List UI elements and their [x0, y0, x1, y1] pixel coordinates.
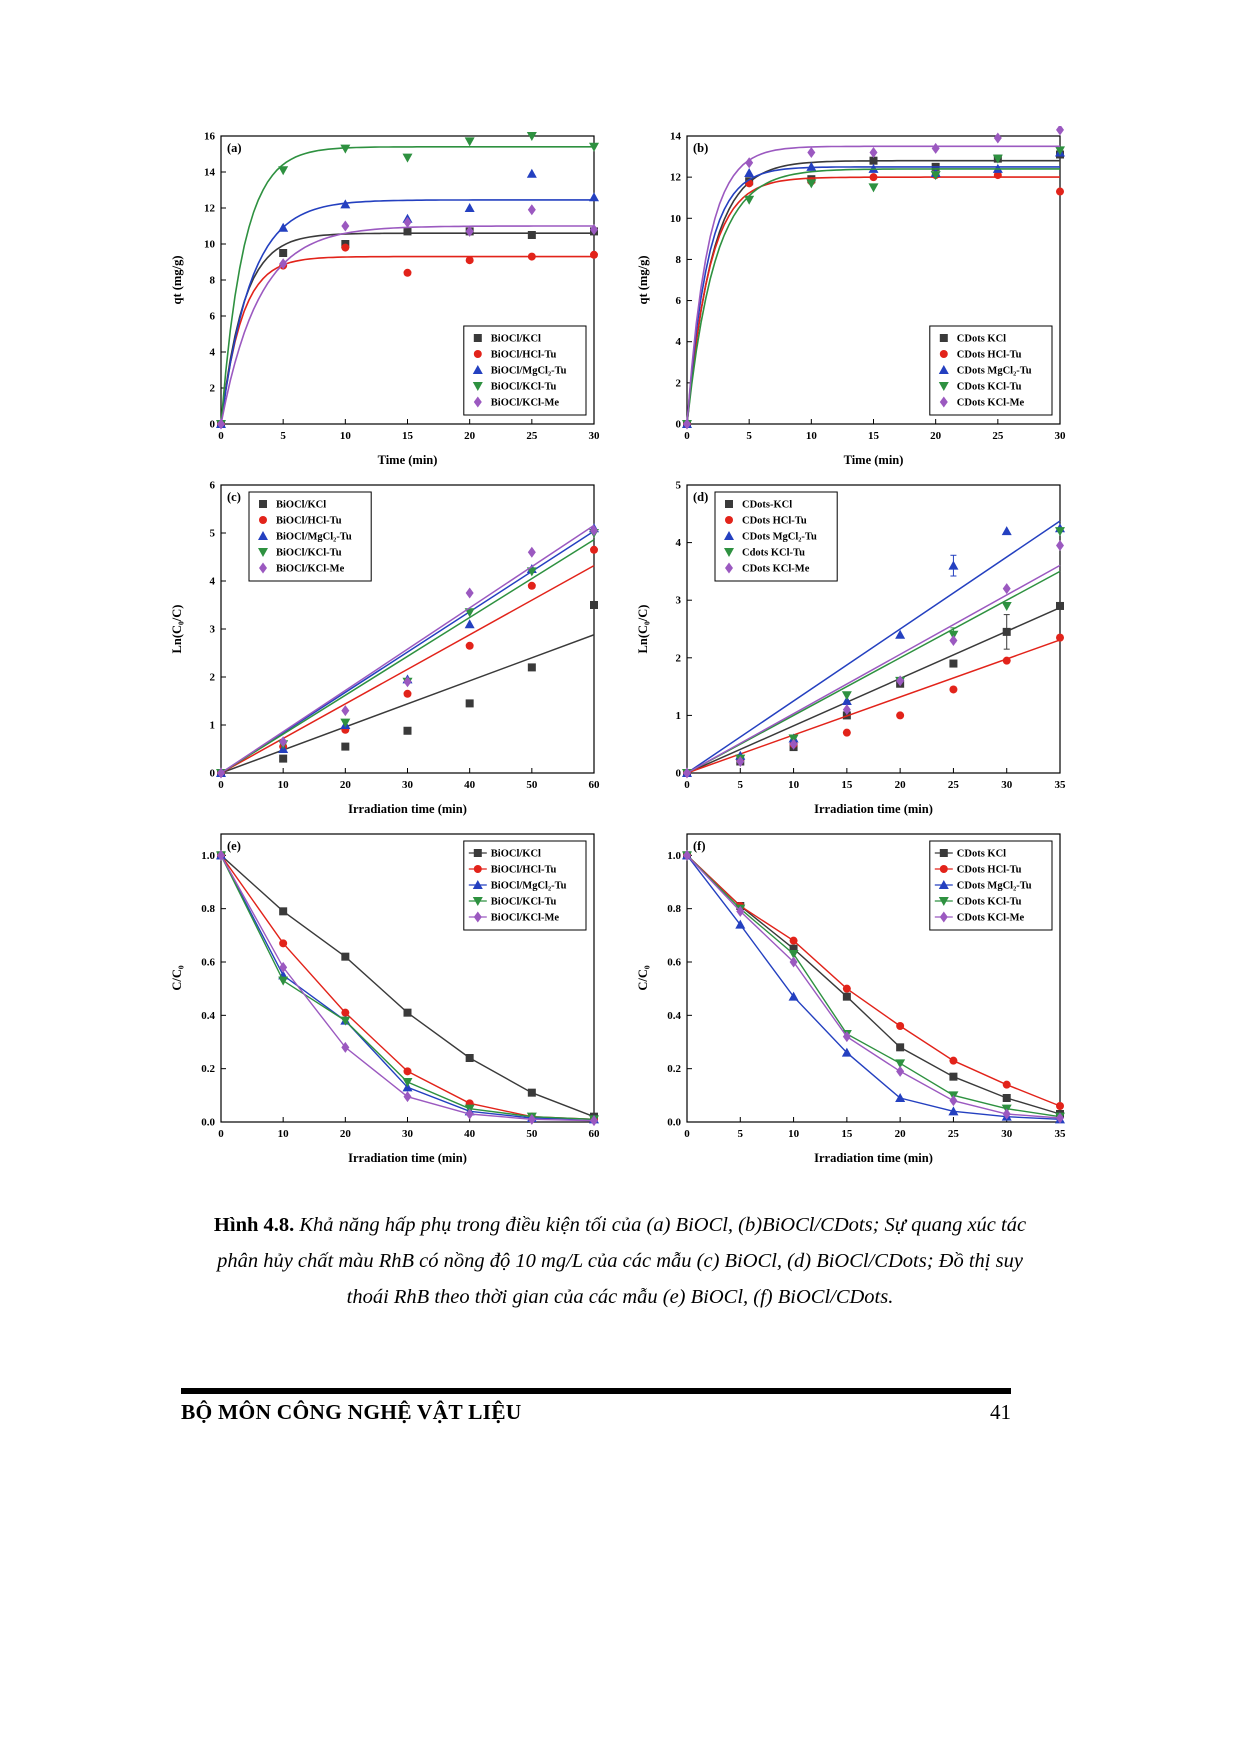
svg-text:30: 30 — [402, 1128, 413, 1140]
svg-text:CDots KCl: CDots KCl — [956, 848, 1007, 860]
svg-text:(d): (d) — [693, 490, 709, 504]
svg-text:12: 12 — [670, 171, 681, 184]
svg-text:0: 0 — [209, 767, 215, 780]
svg-text:15: 15 — [868, 430, 879, 442]
svg-text:30: 30 — [588, 430, 600, 442]
svg-text:Ln(C₀/C): Ln(C₀/C) — [636, 604, 650, 654]
svg-text:35: 35 — [1054, 1128, 1066, 1140]
svg-text:15: 15 — [841, 1128, 853, 1140]
svg-text:25: 25 — [992, 430, 1004, 442]
svg-text:10: 10 — [204, 238, 215, 251]
svg-text:6: 6 — [209, 479, 215, 492]
svg-text:Irradiation time (min): Irradiation time (min) — [348, 1151, 467, 1165]
svg-text:Ln(C₀/C): Ln(C₀/C) — [170, 604, 184, 654]
svg-text:0: 0 — [218, 430, 224, 442]
svg-text:8: 8 — [209, 274, 215, 287]
svg-text:BiOCl/KCl-Tu: BiOCl/KCl-Tu — [490, 896, 557, 908]
svg-text:BiOCl/KCl-Tu: BiOCl/KCl-Tu — [276, 547, 342, 559]
svg-text:BiOCl/KCl-Me: BiOCl/KCl-Me — [490, 912, 560, 924]
svg-text:qt (mg/g): qt (mg/g) — [170, 255, 184, 305]
svg-text:4: 4 — [209, 346, 215, 359]
chart-e-degradation-biocl — [167, 824, 607, 1169]
svg-text:(f): (f) — [693, 839, 706, 853]
svg-text:3: 3 — [675, 594, 681, 607]
svg-text:Cdots KCl-Tu: Cdots KCl-Tu — [742, 547, 805, 559]
svg-text:CDots KCl-Me: CDots KCl-Me — [956, 397, 1025, 409]
svg-text:10: 10 — [805, 430, 817, 442]
svg-text:Time (min): Time (min) — [843, 453, 904, 467]
svg-text:20: 20 — [339, 1128, 351, 1140]
chart-b-adsorption-biocl-cdots — [633, 126, 1073, 471]
chart-d-kinetics-biocl-cdots — [633, 475, 1073, 820]
svg-text:Irradiation time (min): Irradiation time (min) — [348, 802, 467, 816]
svg-text:qt (mg/g): qt (mg/g) — [636, 255, 650, 305]
svg-text:6: 6 — [209, 310, 215, 323]
svg-text:8: 8 — [675, 253, 681, 266]
svg-text:25: 25 — [526, 430, 538, 442]
svg-text:10: 10 — [277, 779, 289, 791]
svg-text:0.4: 0.4 — [667, 1009, 681, 1022]
figure-caption-text: Khả năng hấp phụ trong điều kiện tối của (a) BiOCl, (b)BiOCl/CDots; Sự quang xúc tác phân hủy chất màu RhB có nồng độ 10 mg/L của các mẫu (c) BiOCl, (d) BiOCl/CDots; Đồ thị suy thoái RhB theo thời gian của các mẫu (e) BiOCl, (f) BiOCl/CDots. — [217, 1213, 1027, 1309]
figure-caption-label: Hình 4.8. — [213, 1213, 295, 1236]
svg-text:CDots MgCl₂-Tu: CDots MgCl₂-Tu — [956, 365, 1032, 377]
svg-text:16: 16 — [204, 130, 215, 143]
svg-text:BiOCl/KCl: BiOCl/KCl — [490, 848, 541, 860]
svg-text:0: 0 — [675, 767, 681, 780]
svg-text:CDots MgCl₂-Tu: CDots MgCl₂-Tu — [742, 531, 817, 543]
svg-text:CDots-KCl: CDots-KCl — [742, 499, 793, 511]
chart-c-kinetics-biocl — [167, 475, 607, 820]
svg-text:20: 20 — [894, 779, 906, 791]
svg-text:CDots KCl: CDots KCl — [956, 333, 1007, 345]
svg-text:0: 0 — [218, 779, 224, 791]
svg-text:0.2: 0.2 — [201, 1063, 215, 1076]
svg-text:BiOCl/MgCl₂-Tu: BiOCl/MgCl₂-Tu — [490, 880, 567, 892]
svg-text:0: 0 — [684, 430, 690, 442]
svg-text:CDots HCl-Tu: CDots HCl-Tu — [956, 864, 1022, 876]
footer-rule — [181, 1388, 1011, 1394]
svg-text:CDots MgCl₂-Tu: CDots MgCl₂-Tu — [956, 880, 1032, 892]
svg-text:0: 0 — [209, 418, 215, 431]
svg-text:0: 0 — [218, 1128, 224, 1140]
svg-text:(e): (e) — [227, 839, 241, 853]
svg-text:20: 20 — [339, 779, 351, 791]
svg-text:5: 5 — [746, 430, 752, 442]
svg-text:12: 12 — [204, 202, 215, 215]
svg-text:20: 20 — [464, 430, 476, 442]
svg-text:Irradiation time (min): Irradiation time (min) — [814, 1151, 933, 1165]
svg-text:0.8: 0.8 — [201, 903, 215, 916]
svg-text:10: 10 — [339, 430, 351, 442]
svg-text:1: 1 — [209, 719, 215, 732]
svg-text:Irradiation time (min): Irradiation time (min) — [814, 802, 933, 816]
svg-text:0: 0 — [684, 1128, 690, 1140]
svg-text:0.0: 0.0 — [667, 1116, 681, 1129]
chart-a-adsorption-biocl — [167, 126, 607, 471]
footer-page-number: 41 — [990, 1400, 1011, 1424]
svg-text:10: 10 — [277, 1128, 289, 1140]
svg-text:5: 5 — [675, 479, 681, 492]
svg-text:40: 40 — [464, 779, 476, 791]
svg-text:0.2: 0.2 — [667, 1063, 681, 1076]
svg-text:10: 10 — [670, 212, 681, 225]
svg-text:CDots KCl-Tu: CDots KCl-Tu — [956, 896, 1022, 908]
svg-text:BiOCl/KCl: BiOCl/KCl — [490, 333, 541, 345]
svg-text:5: 5 — [737, 779, 744, 791]
svg-text:C/C₀: C/C₀ — [636, 965, 650, 991]
svg-text:5: 5 — [737, 1128, 744, 1140]
svg-text:BiOCl/HCl-Tu: BiOCl/HCl-Tu — [276, 515, 342, 527]
svg-text:BiOCl/KCl: BiOCl/KCl — [276, 499, 327, 511]
footer-department-title: BỘ MÔN CÔNG NGHỆ VẬT LIỆU — [181, 1400, 522, 1424]
svg-text:Time (min): Time (min) — [377, 453, 438, 467]
svg-text:4: 4 — [675, 537, 681, 550]
svg-text:BiOCl/MgCl₂-Tu: BiOCl/MgCl₂-Tu — [276, 531, 352, 543]
svg-text:25: 25 — [947, 1128, 959, 1140]
chart-f-degradation-biocl-cdots — [633, 824, 1073, 1169]
svg-text:CDots HCl-Tu: CDots HCl-Tu — [956, 349, 1022, 361]
svg-text:(a): (a) — [227, 141, 242, 155]
svg-text:10: 10 — [788, 1128, 800, 1140]
svg-text:50: 50 — [526, 779, 538, 791]
svg-text:50: 50 — [526, 1128, 538, 1140]
svg-text:14: 14 — [670, 130, 681, 143]
figure-grid — [167, 126, 1073, 1169]
svg-text:3: 3 — [209, 623, 215, 636]
svg-text:BiOCl/HCl-Tu: BiOCl/HCl-Tu — [490, 864, 557, 876]
svg-text:CDots KCl-Me: CDots KCl-Me — [742, 563, 810, 575]
svg-text:BiOCl/HCl-Tu: BiOCl/HCl-Tu — [490, 349, 557, 361]
svg-text:30: 30 — [1001, 1128, 1013, 1140]
svg-text:10: 10 — [788, 779, 800, 791]
svg-text:1.0: 1.0 — [201, 849, 215, 862]
svg-text:2: 2 — [675, 652, 681, 665]
svg-text:20: 20 — [894, 1128, 906, 1140]
figure-caption — [195, 1207, 1045, 1316]
svg-text:BiOCl/KCl-Me: BiOCl/KCl-Me — [276, 563, 345, 575]
svg-text:30: 30 — [402, 779, 413, 791]
svg-text:6: 6 — [675, 295, 681, 308]
svg-text:BiOCl/MgCl₂-Tu: BiOCl/MgCl₂-Tu — [490, 365, 567, 377]
svg-text:(b): (b) — [693, 141, 709, 155]
svg-text:20: 20 — [930, 430, 942, 442]
svg-text:CDots KCl-Me: CDots KCl-Me — [956, 912, 1025, 924]
svg-text:(c): (c) — [227, 490, 241, 504]
svg-text:4: 4 — [209, 575, 215, 588]
svg-text:60: 60 — [588, 779, 600, 791]
svg-text:BiOCl/KCl-Tu: BiOCl/KCl-Tu — [490, 381, 557, 393]
svg-text:25: 25 — [947, 779, 959, 791]
svg-text:4: 4 — [675, 336, 681, 349]
svg-text:0.0: 0.0 — [201, 1116, 215, 1129]
svg-text:CDots HCl-Tu: CDots HCl-Tu — [742, 515, 807, 527]
svg-text:5: 5 — [280, 430, 286, 442]
svg-text:2: 2 — [675, 377, 681, 390]
svg-text:0: 0 — [684, 779, 690, 791]
svg-text:15: 15 — [402, 430, 413, 442]
svg-text:CDots KCl-Tu: CDots KCl-Tu — [956, 381, 1022, 393]
svg-text:1: 1 — [675, 709, 681, 722]
svg-text:2: 2 — [209, 671, 215, 684]
footer — [181, 1400, 1011, 1425]
svg-text:15: 15 — [841, 779, 853, 791]
svg-text:BiOCl/KCl-Me: BiOCl/KCl-Me — [490, 397, 560, 409]
svg-text:1.0: 1.0 — [667, 849, 681, 862]
svg-text:0: 0 — [675, 418, 681, 431]
svg-text:30: 30 — [1054, 430, 1066, 442]
svg-text:0.4: 0.4 — [201, 1009, 215, 1022]
svg-text:0.8: 0.8 — [667, 903, 681, 916]
svg-text:0.6: 0.6 — [667, 956, 681, 969]
svg-text:60: 60 — [588, 1128, 600, 1140]
svg-text:40: 40 — [464, 1128, 476, 1140]
svg-text:0.6: 0.6 — [201, 956, 215, 969]
svg-text:30: 30 — [1001, 779, 1013, 791]
svg-text:5: 5 — [209, 527, 215, 540]
svg-text:14: 14 — [204, 166, 215, 179]
svg-text:C/C₀: C/C₀ — [170, 965, 184, 991]
svg-text:2: 2 — [209, 382, 215, 395]
svg-text:35: 35 — [1054, 779, 1066, 791]
